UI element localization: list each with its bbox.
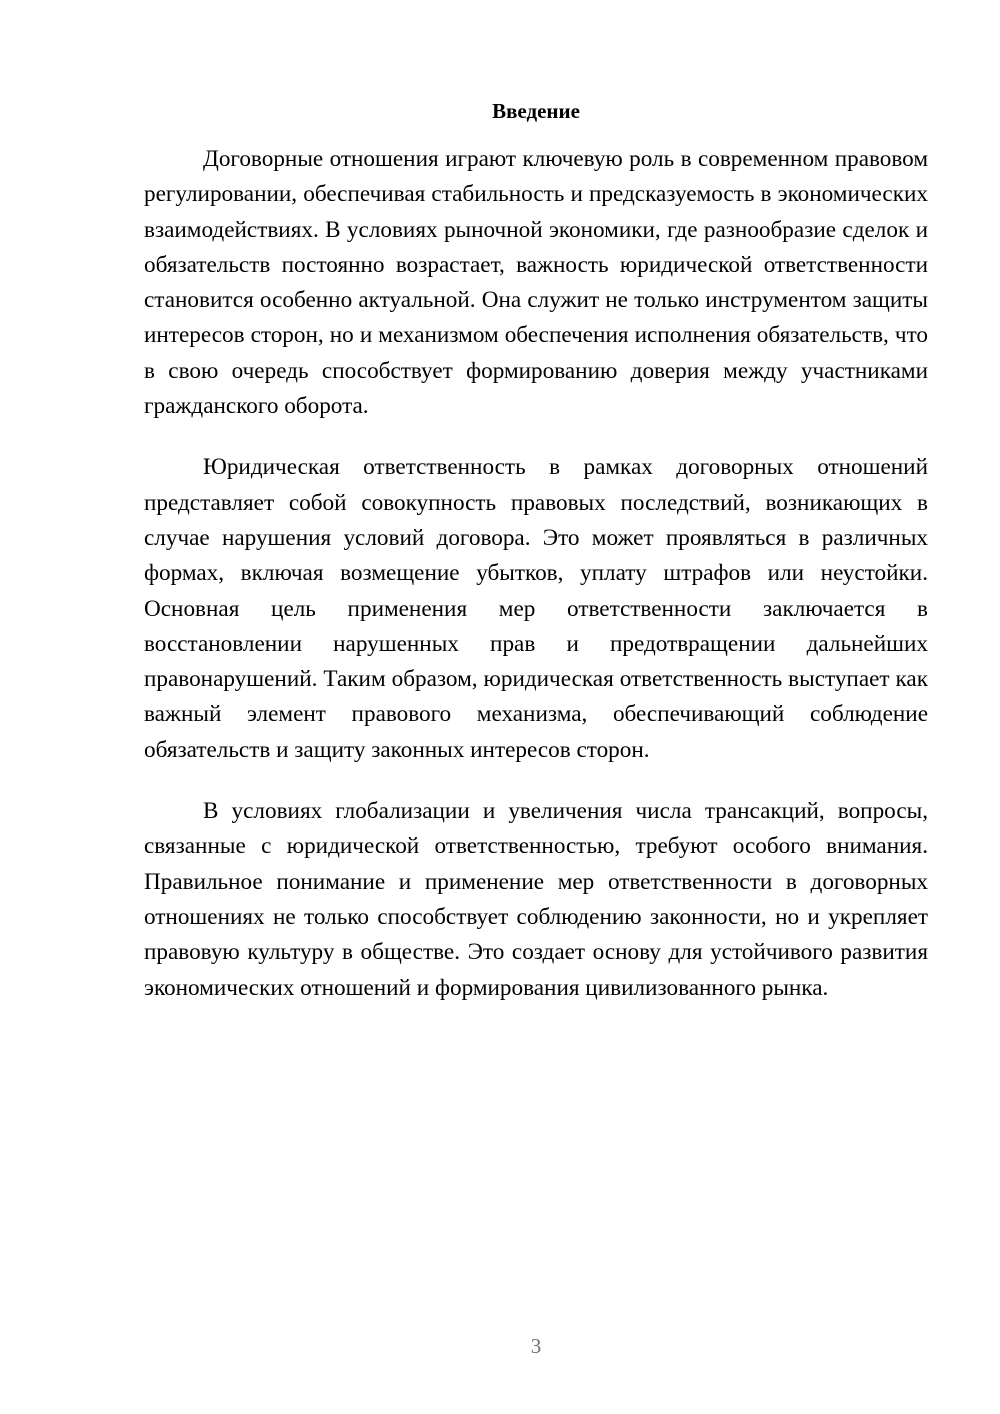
document-body [144, 142, 928, 1032]
paragraph-2: Юридическая ответственность в рамках договорных отношений представляет собой совокупность правовых последствий, возникающих в случае нарушения условий договора. Это может проявляться в различных формах, включая возмещение убытков, уплату штрафов или неустойки. Основная цель применения мер ответственности заключается в восстановлении нарушенных прав и предотвращении дальнейших правонарушений. Таким образом, юридическая ответственность выступает как важный элемент правового механизма, обеспечивающий соблюдение обязательств и защиту законных интересов сторон. [144, 454, 928, 763]
page-number: 3 [530, 1334, 542, 1358]
paragraph-1: Договорные отношения играют ключевую роль в современном правовом регулировании, обеспечивая стабильность и предсказуемость в экономических взаимодействиях. В условиях рыночной экономики, где разнообразие сделок и обязательств постоянно возрастает, важность юридической ответственности становится особенно актуальной. Она служит не только инструментом защиты интересов сторон, но и механизмом обеспечения исполнения обязательств, что в свою очередь способствует формированию доверия между участниками гражданского оборота. [144, 146, 928, 420]
section-heading: Введение [492, 99, 580, 123]
paragraph-3: В условиях глобализации и увеличения числа трансакций, вопросы, связанные с юридической ответственностью, требуют особого внимания. Правильное понимание и применение мер ответственности в договорных отношениях не только способствует соблюдению законности, но и укрепляет правовую культуру в обществе. Это создает основу для устойчивого развития экономических отношений и формирования цивилизованного рынка. [144, 798, 928, 1001]
